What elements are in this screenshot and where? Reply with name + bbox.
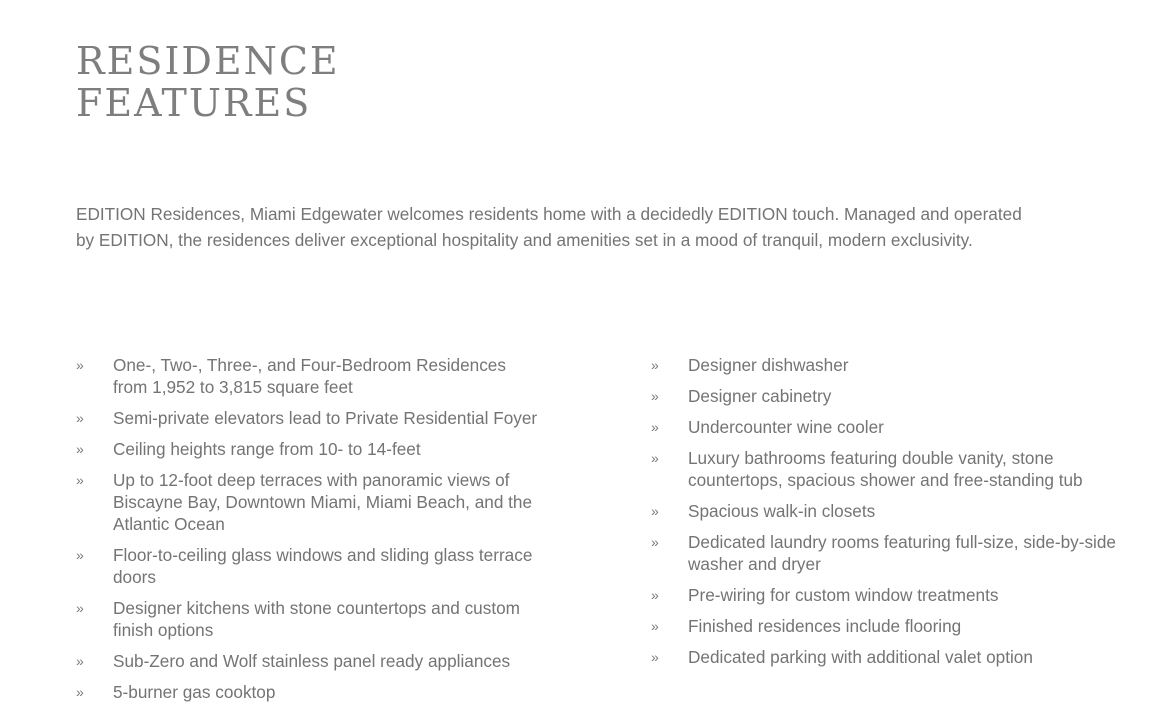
bullet-icon: » [651, 419, 659, 435]
feature-item [76, 407, 596, 429]
feature-item [651, 447, 1171, 491]
feature-item [76, 438, 596, 460]
feature-text-line: Pre-wiring for custom window treatments [688, 585, 999, 605]
feature-text [113, 469, 596, 535]
bullet-icon: » [651, 503, 659, 519]
bullet-icon: » [76, 357, 84, 373]
bullet-icon: » [76, 600, 84, 616]
bullet-icon: » [651, 649, 659, 665]
feature-text-line: 5-burner gas cooktop [113, 682, 276, 702]
feature-item [651, 500, 1171, 522]
feature-text [688, 646, 1171, 668]
bullet-icon: » [651, 534, 659, 550]
title-line-1: RESIDENCE [76, 39, 340, 83]
feature-text [113, 354, 596, 398]
bullet-icon: » [651, 618, 659, 634]
bullet-icon: » [76, 472, 84, 488]
feature-text-line: Designer kitchens with stone countertops and custom [113, 598, 520, 618]
feature-text-line: Floor-to-ceiling glass windows and sliding glass terrace [113, 545, 533, 565]
features-list-right [651, 354, 1171, 677]
feature-text [688, 615, 1171, 637]
feature-text-line: One-, Two-, Three-, and Four-Bedroom Residences [113, 355, 506, 375]
bullet-icon: » [76, 441, 84, 457]
bullet-icon: » [651, 357, 659, 373]
bullet-icon: » [651, 388, 659, 404]
feature-text-line: washer and dryer [688, 554, 821, 574]
feature-text-line: Designer dishwasher [688, 355, 849, 375]
feature-item [76, 354, 596, 398]
feature-text [113, 438, 596, 460]
feature-text-line: Undercounter wine cooler [688, 417, 884, 437]
feature-text [688, 416, 1171, 438]
feature-item [651, 385, 1171, 407]
feature-text [688, 531, 1171, 575]
bullet-icon: » [76, 410, 84, 426]
feature-text [113, 407, 596, 429]
feature-item [76, 469, 596, 535]
feature-text [688, 447, 1171, 491]
feature-item [651, 531, 1171, 575]
feature-item [651, 646, 1171, 668]
feature-text [688, 354, 1171, 376]
feature-text [113, 544, 596, 588]
feature-text-line: Biscayne Bay, Downtown Miami, Miami Beach, and the [113, 492, 533, 512]
bullet-icon: » [76, 684, 84, 700]
feature-text-line: Spacious walk-in closets [688, 501, 876, 521]
feature-text-line: Finished residences include flooring [688, 616, 962, 636]
feature-item [651, 416, 1171, 438]
feature-text-line: Sub-Zero and Wolf stainless panel ready appliances [113, 651, 511, 671]
intro-line-2: by EDITION, the residences deliver exceptional hospitality and amenities set in a mood of tranquil, modern exclusivity. [76, 230, 973, 250]
bullet-icon: » [651, 587, 659, 603]
feature-item [76, 544, 596, 588]
feature-text [113, 681, 596, 703]
feature-text-line: Up to 12-foot deep terraces with panoramic views of [113, 470, 510, 490]
feature-text [688, 385, 1171, 407]
feature-text-line: Dedicated parking with additional valet option [688, 647, 1033, 667]
feature-text-line: Atlantic Ocean [113, 514, 225, 534]
bullet-icon: » [651, 450, 659, 466]
feature-item [651, 615, 1171, 637]
feature-item [76, 681, 596, 703]
feature-text-line: Designer cabinetry [688, 386, 832, 406]
feature-text [688, 584, 1171, 606]
intro-line-1: EDITION Residences, Miami Edgewater welcomes residents home with a decidedly EDITION touch. Managed and operated [76, 204, 1022, 224]
feature-text-line: Semi-private elevators lead to Private Residential Foyer [113, 408, 538, 428]
title-line-2: FEATURES [76, 81, 312, 125]
feature-text-line: Dedicated laundry rooms featuring full-size, side-by-side [688, 532, 1116, 552]
feature-text-line: from 1,952 to 3,815 square feet [113, 377, 353, 397]
features-list-left [76, 354, 596, 712]
feature-text [113, 597, 596, 641]
feature-text [113, 650, 596, 672]
bullet-icon: » [76, 547, 84, 563]
feature-text-line: Ceiling heights range from 10- to 14-feet [113, 439, 421, 459]
feature-text-line: doors [113, 567, 156, 587]
page-title [76, 40, 340, 124]
feature-item [76, 650, 596, 672]
intro-paragraph [76, 201, 1116, 253]
feature-text-line: countertops, spacious shower and free-standing tub [688, 470, 1083, 490]
feature-item [651, 354, 1171, 376]
bullet-icon: » [76, 653, 84, 669]
feature-item [651, 584, 1171, 606]
feature-text [688, 500, 1171, 522]
feature-item [76, 597, 596, 641]
feature-text-line: Luxury bathrooms featuring double vanity, stone [688, 448, 1054, 468]
feature-text-line: finish options [113, 620, 214, 640]
